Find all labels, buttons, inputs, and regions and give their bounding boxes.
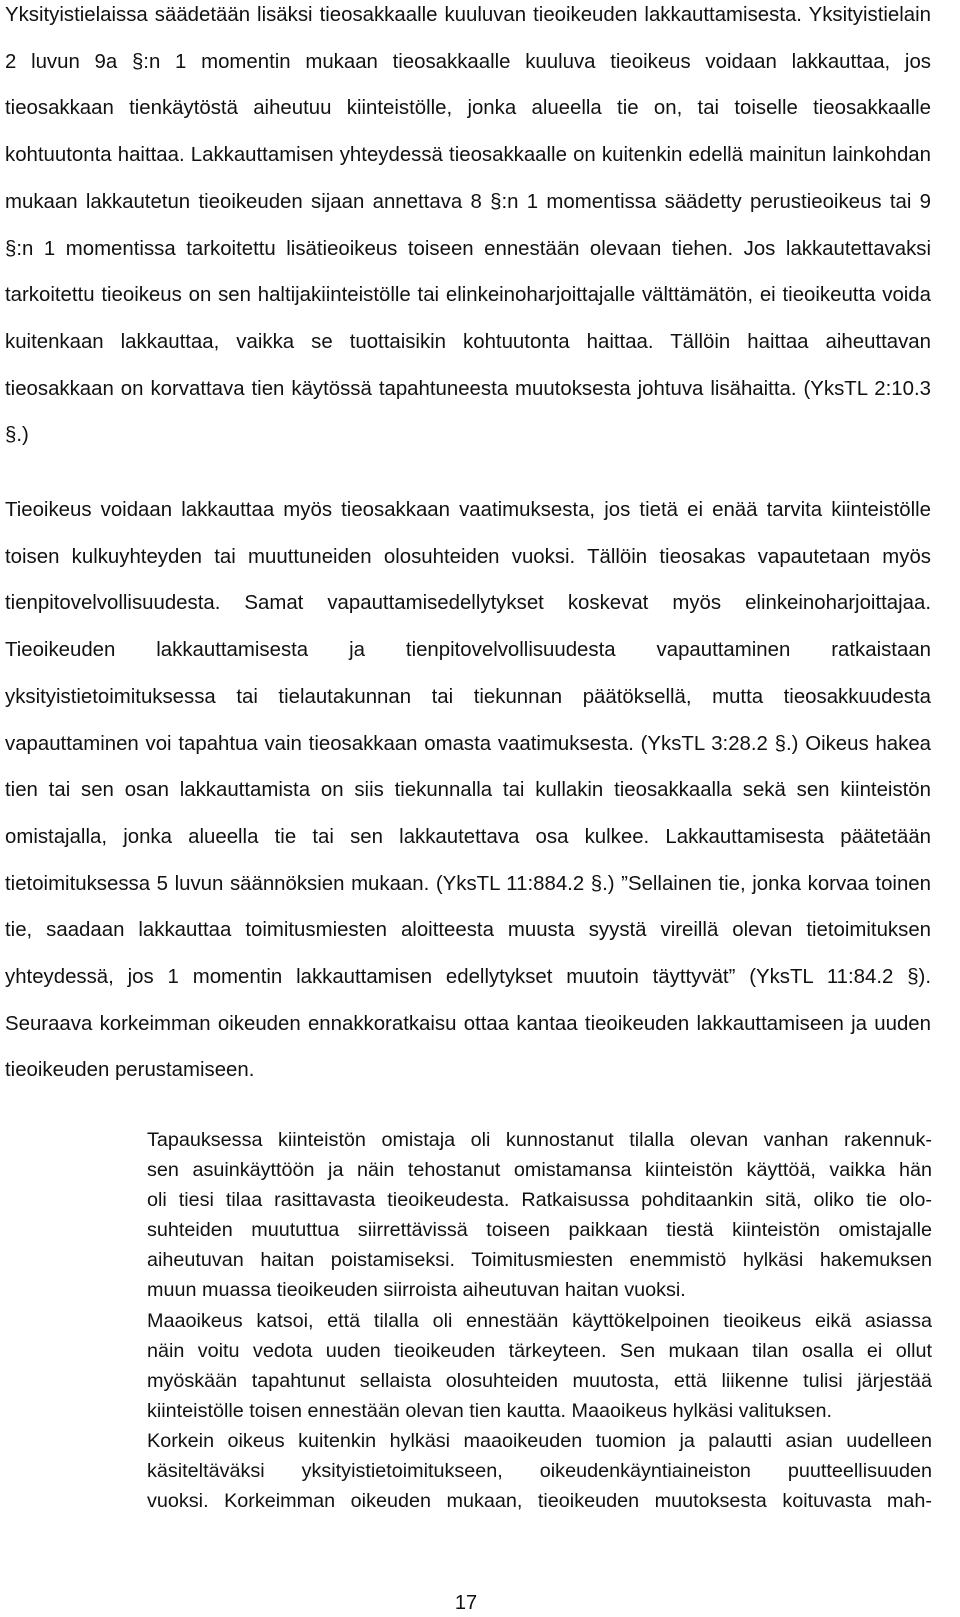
case-summary-line: aiheutuvan haitan poistamiseksi. Toimitusmiesten enemmistö hylkäsi hakemuksen [147,1249,932,1272]
case-summary-line: näin voitu vedota uuden tieoikeuden tärkeyteen. Sen mukaan tilan osalla ei ollut [147,1339,932,1362]
case-summary-line: sen asuinkäyttöön ja näin tehostanut omistamansa kiinteistön käyttöä, vaikka hän [147,1159,932,1182]
body-paragraph-termination-on-request: Tieoikeus voidaan lakkauttaa myös tieosakkaan vaatimuksesta, jos tietä ei enää tarvita kiinteistölle toisen kulkuyhteyden tai muuttuneiden olosuhteiden vuoksi. Tällöin tieosakas vapautetaan myös tienpitovelvollisuudesta. Samat vapauttamisedellytykset koskevat myös elinkeinoharjoittajaa. Tieoikeuden lakkauttamisesta ja tienpitovelvollisuudesta vapauttaminen ratkaistaan yksityistietoimituksessa tai tielautakunnan tai tiekunnan päätöksellä, mutta tieosakkuudesta vapauttaminen voi tapahtua vain tieosakkaan omasta vaatimuksesta. (YksTL 3:28.2 §.) Oikeus hakea tien tai sen osan lakkauttamista on siis tiekunnalla tai kullakin tieosakkaalla sekä sen kiinteistön omistajalla, jonka alueella tie tai sen lakkautettava osa kulkee. Lakkauttamisesta päätetään tietoimituksessa 5 luvun säännöksien mukaan. (YksTL 11:884.2 §.) ”Sellainen tie, jonka korvaa toinen tie, saadaan lakkauttaa toimitusmiesten aloitteesta muusta syystä vireillä olevan tietoimituksen yhteydessä, jos 1 momentin lakkauttamisen edellytykset muutoin täyttyvät” (YksTL 11:84.2 §). Seuraava korkeimman oikeuden ennakkoratkaisu ottaa kantaa tieoikeuden lakkauttamiseen ja uuden tieoikeuden perustamiseen. [5,499,931,1082]
case-summary-line: oli tiesi tilaa rasittavasta tieoikeudesta. Ratkaisussa pohditaankin sitä, oliko tie olo- [147,1189,932,1212]
case-summary-line: Korkein oikeus kuitenkin hylkäsi maaoikeuden tuomion ja palautti asian uudelleen [147,1429,932,1452]
case-summary-line: myöskään tapahtunut sellaista olosuhteiden muutosta, että liikenne tulisi järjestää [147,1369,932,1392]
case-summary-line: kiinteistölle toisen ennestään olevan tien kautta. Maaoikeus hylkäsi valituksen. [147,1399,833,1422]
case-summary-line: muun muassa tieoikeuden siirroista aiheutuvan haitan vuoksi. [147,1279,686,1302]
case-summary-line: suhteiden muututtua siirrettävissä toiseen paikkaan tiestä kiinteistön omistajalle [147,1219,932,1242]
body-paragraph-road-right-termination: Yksityistielaissa säädetään lisäksi tieosakkaalle kuuluvan tieoikeuden lakkauttamisesta. Yksityistielain 2 luvun 9a §:n 1 momentin mukaan tieosakkaalle kuuluva tieoikeus voidaan lakkauttaa, jos tieosakkaan tienkäytöstä aiheutuu kiinteistölle, jonka alueella tie on, tai toiselle tieosakkaalle kohtuutonta haittaa. Lakkauttamisen yhteydessä tieosakkaalle on kuitenkin edellä mainitun lainkohdan mukaan lakkautetun tieoikeuden sijaan annettava 8 §:n 1 momentissa säädetty perustieoikeus tai 9 §:n 1 momentissa tarkoitettu lisätieoikeus toiseen ennestään olevaan tiehen. Jos lakkautettavaksi tarkoitettu tieoikeus on sen haltijakiinteistölle tai elinkeinoharjoittajalle välttämätön, ei tieoikeutta voida kuitenkaan lakkauttaa, vaikka se tuottaisikin kohtuutonta haittaa. Tällöin haittaa aiheuttavan tieosakkaan on korvattava tien käytössä tapahtuneesta muutoksesta johtuva lisähaitta. (YksTL 2:10.3 §.) [5,4,931,447]
case-summary-block [147,1125,932,1516]
page-number: 17 [454,1592,478,1614]
case-summary-line: vuoksi. Korkeimman oikeuden mukaan, tieoikeuden muutoksesta koituvasta mah- [147,1490,932,1513]
case-summary-line: Maaoikeus katsoi, että tilalla oli ennestään käyttökelpoinen tieoikeus eikä asiassa [147,1309,932,1332]
case-summary-line: käsiteltäväksi yksityistietoimitukseen, oikeudenkäyntiaineiston puutteellisuuden [147,1460,932,1483]
case-summary-line: Tapauksessa kiinteistön omistaja oli kunnostanut tilalla olevan vanhan rakennuk- [147,1129,932,1151]
